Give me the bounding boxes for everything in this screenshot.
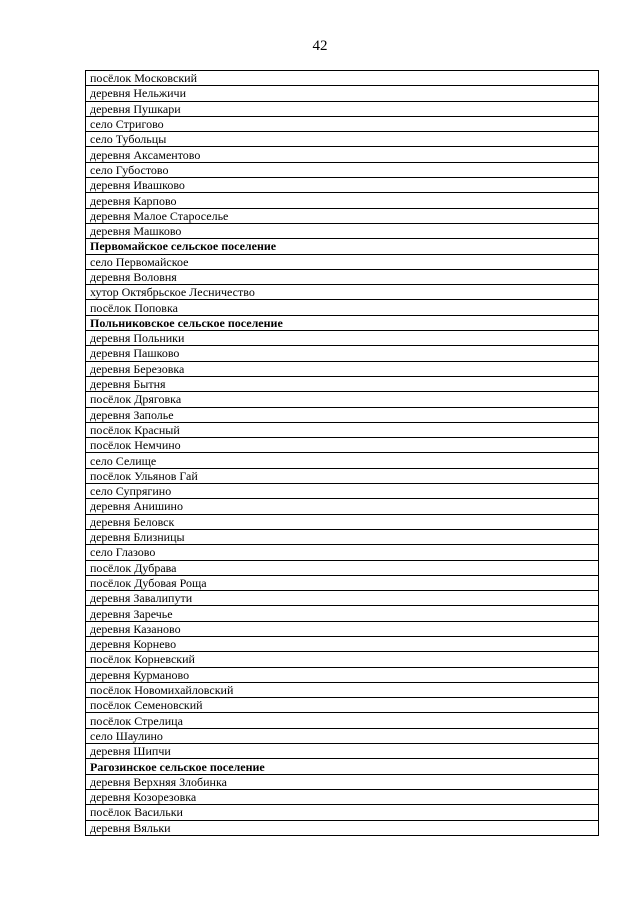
- section-heading-cell: Польниковское сельское поселение: [86, 315, 599, 330]
- settlement-name-cell: село Стригово: [86, 116, 599, 131]
- settlement-name-cell: посёлок Дубрава: [86, 560, 599, 575]
- settlement-name-cell: посёлок Московский: [86, 71, 599, 86]
- table-row: [86, 621, 599, 636]
- settlement-name-cell: деревня Верхняя Злобинка: [86, 774, 599, 789]
- table-row: [86, 744, 599, 759]
- table-row: [86, 652, 599, 667]
- table-row: [86, 560, 599, 575]
- table-row: [86, 407, 599, 422]
- settlement-name-cell: деревня Вяльки: [86, 820, 599, 835]
- table-row: [86, 453, 599, 468]
- settlement-name-cell: посёлок Красный: [86, 422, 599, 437]
- table-row: [86, 636, 599, 651]
- settlements-table-body: [86, 71, 599, 836]
- table-row: [86, 162, 599, 177]
- settlement-name-cell: посёлок Семеновский: [86, 698, 599, 713]
- table-row: [86, 208, 599, 223]
- table-row: [86, 300, 599, 315]
- table-row: [86, 86, 599, 101]
- settlement-name-cell: деревня Курманово: [86, 667, 599, 682]
- table-row: [86, 331, 599, 346]
- table-row: [86, 468, 599, 483]
- table-row: [86, 606, 599, 621]
- settlement-name-cell: посёлок Васильки: [86, 805, 599, 820]
- table-row: [86, 545, 599, 560]
- table-row: [86, 285, 599, 300]
- settlement-name-cell: посёлок Стрелица: [86, 713, 599, 728]
- settlements-table: [85, 70, 599, 836]
- table-row: [86, 392, 599, 407]
- table-row: [86, 147, 599, 162]
- section-heading-cell: Рагозинское сельское поселение: [86, 759, 599, 774]
- settlement-name-cell: деревня Завалипути: [86, 591, 599, 606]
- table-row: [86, 575, 599, 590]
- settlement-name-cell: деревня Анишино: [86, 499, 599, 514]
- table-row: [86, 269, 599, 284]
- table-row: [86, 376, 599, 391]
- table-row: [86, 178, 599, 193]
- table-row: [86, 713, 599, 728]
- settlement-name-cell: посёлок Дубовая Роща: [86, 575, 599, 590]
- table-row: [86, 499, 599, 514]
- section-heading-cell: Первомайское сельское поселение: [86, 239, 599, 254]
- settlement-name-cell: деревня Машково: [86, 223, 599, 238]
- table-row: [86, 529, 599, 544]
- table-row: [86, 346, 599, 361]
- settlement-name-cell: село Шаулино: [86, 728, 599, 743]
- settlement-name-cell: деревня Близницы: [86, 529, 599, 544]
- table-row: [86, 591, 599, 606]
- section-heading-row: [86, 759, 599, 774]
- settlement-name-cell: деревня Нельжичи: [86, 86, 599, 101]
- settlement-name-cell: деревня Казаново: [86, 621, 599, 636]
- table-row: [86, 132, 599, 147]
- settlement-name-cell: деревня Аксаментово: [86, 147, 599, 162]
- table-row: [86, 728, 599, 743]
- settlement-name-cell: хутор Октябрьское Лесничество: [86, 285, 599, 300]
- settlement-name-cell: деревня Шипчи: [86, 744, 599, 759]
- settlement-name-cell: посёлок Дряговка: [86, 392, 599, 407]
- table-row: [86, 789, 599, 804]
- settlement-name-cell: деревня Пашково: [86, 346, 599, 361]
- settlement-name-cell: деревня Заречье: [86, 606, 599, 621]
- table-row: [86, 193, 599, 208]
- table-row: [86, 774, 599, 789]
- settlement-name-cell: село Первомайское: [86, 254, 599, 269]
- settlement-name-cell: село Супрягино: [86, 484, 599, 499]
- settlement-name-cell: село Губостово: [86, 162, 599, 177]
- settlement-name-cell: посёлок Ульянов Гай: [86, 468, 599, 483]
- table-row: [86, 361, 599, 376]
- settlement-name-cell: деревня Карпово: [86, 193, 599, 208]
- settlement-name-cell: село Селище: [86, 453, 599, 468]
- settlement-name-cell: деревня Беловск: [86, 514, 599, 529]
- table-row: [86, 820, 599, 835]
- table-row: [86, 698, 599, 713]
- table-row: [86, 422, 599, 437]
- settlement-name-cell: деревня Заполье: [86, 407, 599, 422]
- section-heading-row: [86, 239, 599, 254]
- settlement-name-cell: деревня Бытня: [86, 376, 599, 391]
- table-row: [86, 116, 599, 131]
- settlement-name-cell: посёлок Немчино: [86, 438, 599, 453]
- settlement-name-cell: деревня Малое Староселье: [86, 208, 599, 223]
- settlement-name-cell: посёлок Корневский: [86, 652, 599, 667]
- settlement-name-cell: деревня Воловня: [86, 269, 599, 284]
- table-row: [86, 682, 599, 697]
- table-row: [86, 667, 599, 682]
- table-row: [86, 101, 599, 116]
- settlement-name-cell: деревня Корнево: [86, 636, 599, 651]
- table-row: [86, 223, 599, 238]
- table-row: [86, 71, 599, 86]
- table-row: [86, 805, 599, 820]
- settlement-name-cell: деревня Ивашково: [86, 178, 599, 193]
- table-row: [86, 254, 599, 269]
- page-number: 42: [312, 38, 328, 54]
- settlement-name-cell: деревня Пушкари: [86, 101, 599, 116]
- table-row: [86, 514, 599, 529]
- settlement-name-cell: деревня Березовка: [86, 361, 599, 376]
- settlement-name-cell: посёлок Новомихайловский: [86, 682, 599, 697]
- settlement-name-cell: деревня Польники: [86, 331, 599, 346]
- settlement-name-cell: посёлок Поповка: [86, 300, 599, 315]
- settlement-name-cell: село Глазово: [86, 545, 599, 560]
- table-row: [86, 484, 599, 499]
- settlement-name-cell: село Тубольцы: [86, 132, 599, 147]
- section-heading-row: [86, 315, 599, 330]
- settlement-name-cell: деревня Козорезовка: [86, 789, 599, 804]
- table-row: [86, 438, 599, 453]
